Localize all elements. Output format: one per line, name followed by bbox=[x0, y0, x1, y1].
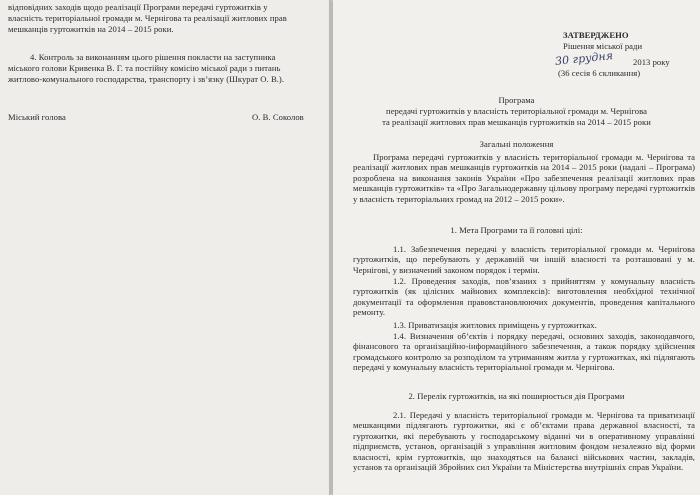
point4-line-2: міського голови Кривенка В. Г. та постійну комісію міської ради з питань bbox=[8, 63, 281, 73]
document-subtitle-2: та реалізації житлових прав мешканців гуртожитків на 2014 – 2015 роки bbox=[382, 117, 651, 127]
point4-line-3: житлово-комунального господарства, транспорту і зв’язку (Шкурат О. В.). bbox=[8, 74, 285, 84]
paragraph-1-1: 1.1. Забезпечення передачі у власність територіальної громади м. Чернігова гуртожитків, що перебувають у державній чи іншій власності та розташовані у м. Чернігові, у визначений законом порядок і термін. bbox=[353, 244, 695, 275]
date-year: 2013 року bbox=[633, 57, 670, 67]
signature-name: О. В. Соколов bbox=[252, 112, 304, 122]
right-page bbox=[333, 0, 700, 495]
point4-line-1: 4. Контроль за виконанням цього рішення покласти на заступника bbox=[30, 52, 276, 62]
general-heading: Загальні положення bbox=[479, 139, 554, 149]
paragraph-1-2: 1.2. Проведення заходів, пов’язаних з прийняттям у комунальну власність гуртожитків (як цілісних майнових комплексів): виготовлення необхідної технічної документації та оформлення правовстановлюючих документів, проведення капітального ремонту. bbox=[353, 276, 695, 318]
general-text: Програма передачі гуртожитків у власність територіальної громади м. Чернігова та реалізації житлових прав мешканців гуртожитків на 2014 – 2015 роки (надалі – Програма) розроблена на виконання законів України «Про забезпечення реалізації житлових прав мешканців гуртожитків» та «Про Загальнодержавну цільову програму передачі гуртожитків у власність територіальних громад на 2012 – 2015 роки». bbox=[353, 152, 695, 204]
approved-by: Рішення міської ради bbox=[563, 41, 643, 51]
approved-label: ЗАТВЕРДЖЕНО bbox=[563, 30, 629, 40]
left-page bbox=[0, 0, 336, 495]
paragraph-1-4: 1.4. Визначення об’єктів і порядку передачі, основних заходів, законодавчого, фінансового та організаційно-інформаційного забезпечення, а також порядку здійснення громадського контролю за розподілом та утриманням житла у гуртожитках, які підлягають передачі у комунальну власність територіальної громади м. Чернігова. bbox=[353, 331, 695, 373]
session-note: (36 сесія 6 скликання) bbox=[558, 68, 641, 78]
document-subtitle-1: передачі гуртожитків у власність територіальної громади м. Чернігова bbox=[386, 106, 647, 116]
paragraph-1-3: 1.3. Приватизація житлових приміщень у гуртожитках. bbox=[393, 320, 597, 330]
handwritten-date: 30 грудня bbox=[554, 49, 614, 68]
continuation-line-3: мешканців гуртожитків на 2014 – 2015 роки. bbox=[8, 24, 174, 34]
continuation-line-2: власність територіальної громади м. Чернігова та реалізації житлових прав bbox=[8, 13, 287, 23]
section1-heading: 1. Мета Програми та її головні цілі: bbox=[450, 225, 583, 235]
paragraph-2-1: 2.1. Передачі у власність територіальної громади м. Чернігова та приватизації мешканцями підлягають гуртожитки, які є об’єктами права державної власності, та гуртожитки, які перебувають у господарському віданні чи в оперативному управлінні підприємств, установ, організацій з управління житловим фондом незалежно від форми власності, крім гуртожитків, що знаходяться на балансі військових частин, закладів, установ та організацій Збройних сил України та Міністерства внутрішніх справ України. bbox=[353, 410, 695, 473]
signature-title: Міський голова bbox=[8, 112, 66, 122]
document-title: Програма bbox=[498, 95, 535, 105]
continuation-line-1: відповідних заходів щодо реалізації Програми передачі гуртожитків у bbox=[8, 2, 268, 12]
section2-heading: 2. Перелік гуртожитків, на які поширюється дія Програми bbox=[408, 391, 625, 401]
